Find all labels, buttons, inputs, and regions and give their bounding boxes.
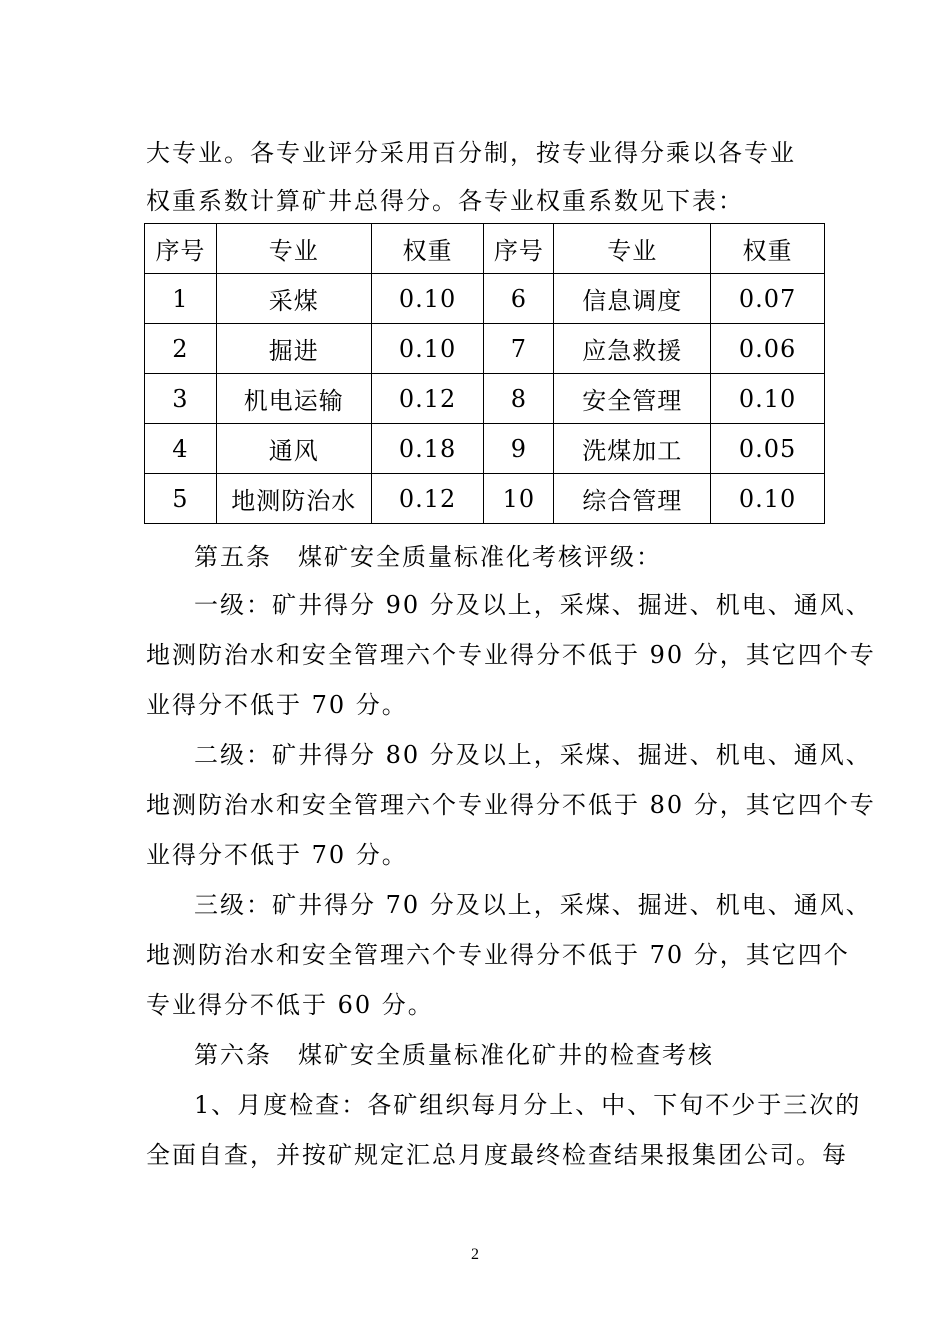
cell-weight: 0.18 (371, 424, 484, 474)
item1-line-2: 全面自查，并按矿规定汇总月度最终检查结果报集团公司。每 (146, 1141, 848, 1169)
level3-line-2: 地测防治水和安全管理六个专业得分不低于 70 分，其它四个 (146, 941, 850, 969)
table-row (145, 374, 825, 424)
cell-specialty: 机电运输 (216, 374, 371, 424)
level2-line-3: 业得分不低于 70 分。 (146, 841, 408, 869)
article5-heading: 第五条 煤矿安全质量标准化考核评级： (194, 543, 662, 571)
level3-line-3: 专业得分不低于 60 分。 (146, 991, 434, 1019)
cell-specialty: 地测防治水 (216, 474, 371, 524)
header-weight: 权重 (711, 224, 825, 274)
cell-specialty: 信息调度 (554, 274, 711, 324)
intro-line-1: 大专业。各专业评分采用百分制，按专业得分乘以各专业 (146, 139, 796, 167)
cell-index: 3 (145, 374, 217, 424)
level1-line-1: 一级：矿井得分 90 分及以上，采煤、掘进、机电、通风、 (194, 591, 872, 619)
item1-line-1: 1、月度检查：各矿组织每月分上、中、下旬不少于三次的 (194, 1091, 862, 1119)
cell-specialty: 应急救援 (554, 324, 711, 374)
intro-line-2: 权重系数计算矿井总得分。各专业权重系数见下表： (146, 187, 744, 215)
level3-line-1: 三级：矿井得分 70 分及以上，采煤、掘进、机电、通风、 (194, 891, 872, 919)
cell-index: 8 (484, 374, 554, 424)
cell-specialty: 安全管理 (554, 374, 711, 424)
cell-index: 5 (145, 474, 217, 524)
cell-index: 7 (484, 324, 554, 374)
table-row (145, 274, 825, 324)
cell-weight: 0.12 (371, 374, 484, 424)
cell-weight: 0.10 (371, 324, 484, 374)
cell-specialty: 洗煤加工 (554, 424, 711, 474)
table-row (145, 324, 825, 374)
cell-index: 1 (145, 274, 217, 324)
article6-heading: 第六条 煤矿安全质量标准化矿井的检查考核 (194, 1041, 714, 1069)
weights-table (144, 223, 825, 524)
header-specialty: 专业 (554, 224, 711, 274)
header-index: 序号 (484, 224, 554, 274)
cell-specialty: 通风 (216, 424, 371, 474)
cell-weight: 0.07 (711, 274, 825, 324)
cell-index: 9 (484, 424, 554, 474)
cell-weight: 0.10 (371, 274, 484, 324)
table-header-row (145, 224, 825, 274)
cell-index: 2 (145, 324, 217, 374)
level2-line-1: 二级：矿井得分 80 分及以上，采煤、掘进、机电、通风、 (194, 741, 872, 769)
header-specialty: 专业 (216, 224, 371, 274)
page-number: 2 (471, 1246, 479, 1263)
cell-specialty: 掘进 (216, 324, 371, 374)
cell-specialty: 采煤 (216, 274, 371, 324)
cell-specialty: 综合管理 (554, 474, 711, 524)
table-row (145, 424, 825, 474)
cell-weight: 0.12 (371, 474, 484, 524)
level2-line-2: 地测防治水和安全管理六个专业得分不低于 80 分，其它四个专 (146, 791, 876, 819)
header-weight: 权重 (371, 224, 484, 274)
cell-weight: 0.05 (711, 424, 825, 474)
cell-index: 10 (484, 474, 554, 524)
cell-index: 4 (145, 424, 217, 474)
cell-index: 6 (484, 274, 554, 324)
cell-weight: 0.06 (711, 324, 825, 374)
level1-line-3: 业得分不低于 70 分。 (146, 691, 408, 719)
cell-weight: 0.10 (711, 474, 825, 524)
header-index: 序号 (145, 224, 217, 274)
cell-weight: 0.10 (711, 374, 825, 424)
level1-line-2: 地测防治水和安全管理六个专业得分不低于 90 分，其它四个专 (146, 641, 876, 669)
table-row (145, 474, 825, 524)
